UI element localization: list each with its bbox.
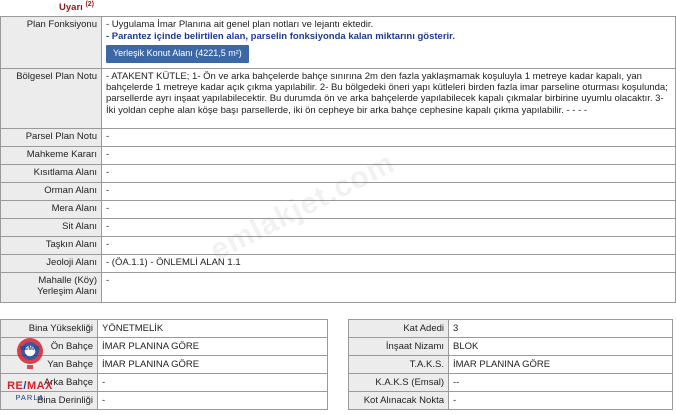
param-label: K.A.K.S (Emsal) (349, 374, 449, 392)
row-label: Orman Alanı (1, 183, 102, 201)
row-regional-note (1, 69, 676, 129)
param-value: - (98, 392, 328, 410)
table-row (349, 356, 673, 374)
remax-logo (6, 338, 54, 412)
row-label: Kısıtlama Alanı (1, 165, 102, 183)
table-row (1, 255, 676, 273)
row-label: Bölgesel Plan Notu (1, 69, 102, 129)
balloon-basket-icon (27, 365, 33, 369)
row-label: Plan Fonksiyonu (1, 17, 102, 69)
param-value: İMAR PLANINA GÖRE (449, 356, 673, 374)
row-plan-function (1, 17, 676, 69)
param-label: T.A.K.S. (349, 356, 449, 374)
param-label: Bina Yüksekliği (1, 320, 98, 338)
param-value: İMAR PLANINA GÖRE (98, 356, 328, 374)
zone-area-button[interactable]: Yerleşik Konut Alanı (4221,5 m²) (106, 45, 249, 62)
regional-note-value: - ATAKENT KÜTLE; 1- Ön ve arka bahçelerde bahçe sınırına 2m den fazla yaklaşmamak koşuluyla 1 metreye kadar kapalı, yan bahçelerde 1 metreye kadar açık çıkma yapılabilir. 2- Bu bölgedeki öneri yapı kütleleri birden fazla imar parseline oturması koşulunda; parsellerde ayrı inşaat yapılabilecektir. Bu durumda ön ve arka bahçelerde yapılabilecek kapalı çıkmalar birbirine uyumlu olacaktır. 3- İki yoldan cephe alan köşe başı parsellerde, iki ön cepheye bir arka bahçe cephesine kapalı çıkma yapılabilir. - - - - (102, 69, 676, 129)
table-row (1, 147, 676, 165)
param-value: - (98, 374, 328, 392)
param-value: 3 (449, 320, 673, 338)
warning-text: Uyarı (59, 2, 83, 14)
row-value: - (102, 237, 676, 255)
table-row (349, 320, 673, 338)
balloon-label: RE/MAX (20, 346, 40, 352)
row-label: Mahkeme Kararı (1, 147, 102, 165)
table-row (1, 273, 676, 303)
warning-label (0, 1, 94, 13)
table-row (1, 129, 676, 147)
table-row (1, 201, 676, 219)
plan-info-table (0, 16, 676, 303)
param-label: İnşaat Nizamı (349, 338, 449, 356)
row-value: - (102, 129, 676, 147)
brand-part-b: MAX (26, 380, 53, 392)
row-label: Mahalle (Köy) Yerleşim Alanı (1, 273, 102, 303)
building-params-right (348, 319, 673, 410)
param-label: Arka Bahçe (1, 374, 98, 392)
table-row (349, 338, 673, 356)
table-row (1, 237, 676, 255)
param-label: Kat Adedi (349, 320, 449, 338)
param-label: Yan Bahçe (1, 356, 98, 374)
row-value: - (102, 201, 676, 219)
param-value: - (449, 392, 673, 410)
brand-name: RE/MAX (7, 380, 53, 392)
param-label: Bina Derinliği (1, 392, 98, 410)
row-label: Parsel Plan Notu (1, 129, 102, 147)
row-label: Mera Alanı (1, 201, 102, 219)
plan-function-note: - Uygulama İmar Planına ait genel plan notları ve lejantı ektedir. (106, 19, 374, 30)
plan-function-highlight: - Parantez içinde belirtilen alan, parselin fonksiyonda kalan miktarını gösterir. (106, 31, 455, 43)
param-label: Kot Alınacak Nokta (349, 392, 449, 410)
row-label: Sit Alanı (1, 219, 102, 237)
table-row (1, 183, 676, 201)
param-value: YÖNETMELİK (98, 320, 328, 338)
row-label: Jeoloji Alanı (1, 255, 102, 273)
table-row (349, 374, 673, 392)
row-label: Taşkın Alanı (1, 237, 102, 255)
brand-part-a: RE (7, 380, 24, 392)
plan-function-value (102, 17, 676, 69)
param-value: -- (449, 374, 673, 392)
row-value: - (102, 147, 676, 165)
row-value: - (102, 183, 676, 201)
row-value: - (102, 273, 676, 303)
row-value: - (102, 219, 676, 237)
table-row (1, 219, 676, 237)
param-label: Ön Bahçe (1, 338, 98, 356)
warning-bar (0, 0, 676, 16)
row-value: - (102, 165, 676, 183)
table-row (349, 392, 673, 410)
table-row (1, 320, 328, 338)
param-value: BLOK (449, 338, 673, 356)
param-value: İMAR PLANINA GÖRE (98, 338, 328, 356)
table-row (1, 165, 676, 183)
brand-office: PARLA (15, 393, 45, 402)
row-value: - (ÖA.1.1) - ÖNLEMLİ ALAN 1.1 (102, 255, 676, 273)
warning-footnote[interactable]: (2) (85, 1, 94, 8)
